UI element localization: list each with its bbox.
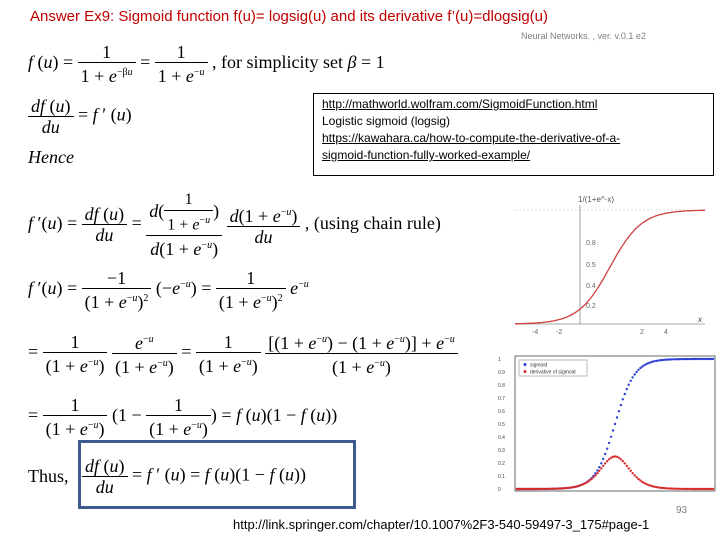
derivative-point bbox=[620, 458, 622, 460]
derivative-point bbox=[592, 476, 594, 478]
sigmoid-point bbox=[651, 361, 653, 363]
sigmoid-ytick-1: 0.8 bbox=[586, 240, 596, 247]
kawahara-link-line1[interactable]: https://kawahara.ca/how-to-compute-the-derivative-of-a- bbox=[322, 131, 621, 145]
sigmoid-point bbox=[624, 393, 626, 395]
derivative-point bbox=[631, 472, 633, 474]
chain-rule-text: , (using chain rule) bbox=[304, 212, 441, 233]
plot2-ytick: 0.8 bbox=[498, 383, 505, 389]
sigmoid-point bbox=[602, 458, 604, 460]
legend-sigmoid-label: sigmoid bbox=[530, 362, 548, 369]
course-subtitle: Neural Networks. , ver. v.0.1 e2 bbox=[521, 31, 646, 41]
plot2-ytick: 0.9 bbox=[498, 370, 505, 376]
sigmoid-point bbox=[628, 384, 630, 386]
sigmoid-point bbox=[604, 453, 606, 455]
sigmoid-plot bbox=[510, 190, 715, 340]
chain-rule-equation: f ′(u) = $\frac{df (u)}{du}$ = d( $\frac{1}{1 + e^{-u}}$ ) $d(1 + e^{-u})$ $\frac{d(1 + e^{-u})}{du}$ , (using chain rule) bbox=[28, 191, 441, 260]
derivative-point bbox=[618, 457, 620, 459]
derivative-point bbox=[598, 470, 600, 472]
plot2-ytick-group bbox=[498, 357, 505, 493]
plot2-ytick: 0.3 bbox=[498, 448, 505, 454]
thus-text: Thus, bbox=[28, 466, 69, 486]
derivative-point bbox=[604, 462, 606, 464]
sigmoid-xlabel: x bbox=[698, 315, 702, 324]
sigmoid-point bbox=[600, 462, 602, 464]
sigmoid-point bbox=[608, 442, 610, 444]
slide-title: Answer Ex9: Sigmoid function f(u)= logsig(u) and its derivative f’(u)=dlogsig(u) bbox=[30, 8, 549, 25]
sigmoid-point bbox=[635, 371, 637, 373]
derivative-point bbox=[628, 467, 630, 469]
derivative-point bbox=[712, 488, 714, 490]
derivative-notation-equation: $\frac{df (u)}{du}$ = f ′ (u) bbox=[28, 96, 132, 137]
legend-derivative-marker bbox=[524, 370, 527, 373]
plot2-ytick: 0.4 bbox=[498, 435, 505, 441]
sigmoid-xtick-1: -4 bbox=[532, 329, 539, 336]
sigmoid-xtick-3: 2 bbox=[640, 329, 644, 336]
derivative-point bbox=[594, 474, 596, 476]
derivative-point bbox=[608, 458, 610, 460]
legend-derivative-label: derivative of sigmoid bbox=[530, 369, 576, 376]
sigmoid-point bbox=[606, 448, 608, 450]
legend-sigmoid-marker bbox=[524, 363, 527, 366]
sigmoid-plot-title: 1/(1+e^-x) bbox=[578, 195, 614, 204]
derivative-point bbox=[596, 472, 598, 474]
sigmoid-point bbox=[620, 404, 622, 406]
sigmoid-point bbox=[616, 416, 618, 418]
plot2-ytick: 0 bbox=[498, 487, 501, 493]
expanded-step-equation: = $\frac{1}{(1 + e^{-u})}$ $\frac{e^{-u}}{(1 + e^{-u})}$ = $\frac{1}{(1 + e^{-u})}$ $\frac{[(1 + e^{-u}) - (1 + e^{-u})] + e^{-u}}{(1 + e^{-u})}$ bbox=[28, 330, 458, 377]
sigmoid-ytick-4: 0.2 bbox=[586, 303, 596, 310]
derivative-point bbox=[590, 478, 592, 480]
derivative-point bbox=[602, 465, 604, 467]
sigmoid-derivative-plot bbox=[495, 354, 720, 496]
mathworld-link[interactable]: http://mathworld.wolfram.com/SigmoidFunction.html bbox=[322, 97, 598, 111]
sigmoid-point bbox=[633, 373, 635, 375]
derivative-point bbox=[630, 470, 632, 472]
sigmoid-definition-equation: f (u) = $\frac{1}{1 + e^{-\beta u}}$ = $\frac{1}{1 + e^{-u}}$ , for simplicity set β = 1 bbox=[28, 42, 385, 86]
derivative-point bbox=[575, 486, 577, 488]
plot2-ytick: 0.5 bbox=[498, 422, 505, 428]
derivative-point bbox=[573, 486, 575, 488]
sigmoid-point bbox=[631, 376, 633, 378]
derivative-point bbox=[633, 474, 635, 476]
springer-link[interactable]: http://link.springer.com/chapter/10.1007%2F3-540-59497-3_175#page-1 bbox=[233, 517, 650, 532]
derivative-point bbox=[653, 486, 655, 488]
derivative-point bbox=[637, 478, 639, 480]
plot2-ytick: 0.6 bbox=[498, 409, 505, 415]
sigmoid-point bbox=[614, 423, 616, 425]
sigmoid-point bbox=[610, 436, 612, 438]
sigmoid-point bbox=[639, 367, 641, 369]
derivative-point bbox=[606, 460, 608, 462]
derivative-point bbox=[624, 462, 626, 464]
derivative-step-equation: f ′(u) = $\frac{-1}{(1 + e^{-u})^2}$ $(-e^{-u})$ = $\frac{1}{(1 + e^{-u})^2}$ $e^{-u}$ bbox=[28, 268, 309, 312]
logsig-label: Logistic sigmoid (logsig) bbox=[322, 114, 451, 128]
derivative-point bbox=[588, 479, 590, 481]
sigmoid-point bbox=[641, 365, 643, 367]
sigmoid-point bbox=[618, 410, 620, 412]
sigmoid-point bbox=[653, 360, 655, 362]
sigmoid-xtick-4: 4 bbox=[664, 329, 668, 336]
result-highlight-box bbox=[78, 440, 356, 509]
derivative-point bbox=[600, 467, 602, 469]
simplified-step-equation: = $\frac{1}{(1 + e^{-u})}$ (1 − $\frac{1}{(1 + e^{-u})}$ ) = f (u)(1 − f (u)) bbox=[28, 395, 338, 439]
sigmoid-ytick-3: 0.4 bbox=[586, 283, 596, 290]
sigmoid-xtick-2: -2 bbox=[556, 329, 563, 336]
plot2-ytick: 0.7 bbox=[498, 396, 505, 402]
sigmoid-point bbox=[626, 388, 628, 390]
final-result-equation: $\frac{df (u)}{du}$ = f ′ (u) = f (u)(1 − f (u)) bbox=[82, 456, 306, 497]
sigmoid-point bbox=[630, 380, 632, 382]
hence-text: Hence bbox=[28, 147, 74, 167]
derivative-point bbox=[626, 465, 628, 467]
sigmoid-point bbox=[612, 429, 614, 431]
sigmoid-curve bbox=[515, 210, 705, 323]
plot2-ytick: 0.2 bbox=[498, 461, 505, 467]
sigmoid-point bbox=[622, 398, 624, 400]
plot2-ytick: 1 bbox=[498, 357, 501, 363]
sigmoid-point bbox=[637, 369, 639, 371]
plot2-ytick: 0.1 bbox=[498, 474, 505, 480]
sigmoid-point bbox=[598, 466, 600, 468]
derivative-point bbox=[651, 485, 653, 487]
page-number: 93 bbox=[676, 505, 688, 516]
derivative-point bbox=[622, 460, 624, 462]
derivative-point bbox=[635, 476, 637, 478]
reference-box bbox=[313, 93, 714, 176]
sigmoid-ytick-2: 0.5 bbox=[586, 262, 596, 269]
sigmoid-point bbox=[712, 358, 714, 360]
kawahara-link-line2[interactable]: sigmoid-function-fully-worked-example/ bbox=[322, 148, 531, 162]
simplicity-text: , for simplicity set bbox=[212, 52, 343, 73]
